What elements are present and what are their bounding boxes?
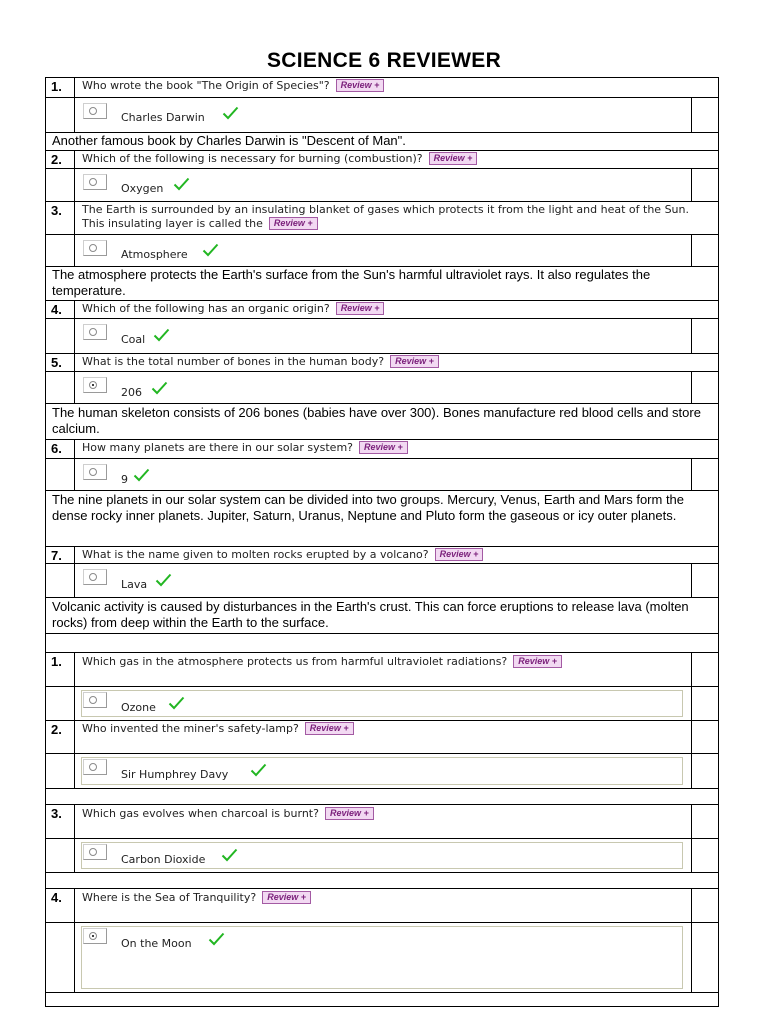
- question-number: 3.: [46, 805, 75, 838]
- number-cell: [46, 98, 75, 132]
- blank-cell: [691, 923, 692, 992]
- review-button[interactable]: Review +: [513, 655, 562, 668]
- explanation-row: [46, 490, 718, 546]
- answer-radio[interactable]: [83, 569, 107, 585]
- answer-text: Oxygen: [121, 182, 164, 195]
- radio-dot: [89, 107, 97, 115]
- answer-row: [46, 563, 718, 597]
- radio-dot: [89, 848, 97, 856]
- review-button[interactable]: Review +: [390, 355, 439, 368]
- question-row: [46, 804, 718, 838]
- explanation-text: The human skeleton consists of 206 bones (babies have over 300). Bones manufacture red blood cells and store calcium.: [52, 405, 701, 436]
- blank-cell: [691, 98, 692, 132]
- answer-cell: [75, 169, 691, 201]
- explanation-text: The nine planets in our solar system can be divided into two groups. Mercury, Venus, Earth and Mars form the dense rocky inner planets. Jupiter, Saturn, Uranus, Neptune and Pluto form the gaseous or icy outer planets.: [52, 492, 685, 523]
- blank-cell: [691, 754, 692, 788]
- number-cell: [46, 319, 75, 353]
- question-row: [46, 888, 718, 922]
- review-button[interactable]: Review +: [336, 302, 385, 315]
- radio-dot: [89, 178, 97, 186]
- answer-text: Atmosphere: [121, 248, 188, 261]
- answer-cell: [75, 235, 691, 266]
- answer-cell: [75, 459, 691, 490]
- check-icon: [133, 468, 150, 482]
- number-cell: [46, 564, 75, 597]
- blank-cell: [691, 653, 692, 686]
- blank-cell: [691, 372, 692, 403]
- question-row: [46, 300, 718, 318]
- review-button[interactable]: Review +: [262, 891, 311, 904]
- answer-row: [46, 234, 718, 266]
- blank-cell: [691, 687, 692, 720]
- question-number: 3.: [46, 202, 75, 234]
- blank-cell: [691, 839, 692, 872]
- answer-cell: [75, 839, 691, 872]
- answer-radio[interactable]: [83, 759, 107, 775]
- radio-dot: [89, 244, 97, 252]
- answer-radio[interactable]: [83, 464, 107, 480]
- question-row: [46, 78, 718, 97]
- answer-text: Charles Darwin: [121, 111, 205, 124]
- check-icon: [173, 177, 190, 191]
- answer-radio[interactable]: [83, 103, 107, 119]
- radio-dot: [89, 696, 97, 704]
- question-text: The Earth is surrounded by an insulating blanket of gases which protects it from the light and heat of the Sun. This insulating layer is called the: [82, 203, 689, 230]
- answer-row: [46, 922, 718, 992]
- question-number: 1.: [46, 653, 75, 686]
- question-text: What is the name given to molten rocks erupted by a volcano?: [82, 548, 429, 561]
- question-number: 4.: [46, 889, 75, 922]
- question-number: 7.: [46, 547, 75, 563]
- review-button[interactable]: Review +: [269, 217, 318, 230]
- explanation-text: Another famous book by Charles Darwin is "Descent of Man".: [52, 133, 406, 148]
- answer-cell: [75, 372, 691, 403]
- explanation-text: The atmosphere protects the Earth's surface from the Sun's harmful ultraviolet rays. It also regulates the temperature.: [52, 267, 651, 298]
- blank-cell: [691, 889, 692, 922]
- check-icon: [153, 328, 170, 342]
- check-icon: [221, 848, 238, 862]
- answer-radio[interactable]: [83, 324, 107, 340]
- blank-cell: [691, 805, 692, 838]
- check-icon: [222, 106, 239, 120]
- answer-radio[interactable]: [83, 240, 107, 256]
- answer-radio[interactable]: [83, 692, 107, 708]
- blank-cell: [691, 564, 692, 597]
- explanation-row: [46, 403, 718, 439]
- number-cell: [46, 754, 75, 788]
- question-text: Which gas in the atmosphere protects us from harmful ultraviolet radiations?: [82, 655, 508, 668]
- check-icon: [250, 763, 267, 777]
- page-title: SCIENCE 6 REVIEWER: [266, 49, 502, 72]
- answer-row: [46, 318, 718, 353]
- answer-radio[interactable]: [83, 928, 107, 944]
- blank-cell: [691, 459, 692, 490]
- question-row: [46, 201, 718, 234]
- question-row: [46, 652, 718, 686]
- radio-dot-selected: [89, 932, 97, 940]
- check-icon: [151, 381, 168, 395]
- question-text: Who wrote the book "The Origin of Species"?: [82, 79, 330, 92]
- review-button[interactable]: Review +: [429, 152, 478, 165]
- review-button[interactable]: Review +: [336, 79, 385, 92]
- question-number: 2.: [46, 721, 75, 753]
- answer-cell: [75, 754, 691, 788]
- answer-text: Coal: [121, 333, 146, 346]
- answer-radio[interactable]: [83, 377, 107, 393]
- answer-cell: [75, 98, 691, 132]
- answer-row: [46, 838, 718, 872]
- radio-dot: [89, 328, 97, 336]
- spacer-row: [46, 992, 718, 1006]
- explanation-row: [46, 266, 718, 300]
- review-button[interactable]: Review +: [359, 441, 408, 454]
- number-cell: [46, 235, 75, 266]
- radio-dot: [89, 763, 97, 771]
- question-number: 5.: [46, 354, 75, 371]
- radio-dot-selected: [89, 381, 97, 389]
- answer-text: 206: [121, 386, 142, 399]
- question-number: 4.: [46, 301, 75, 318]
- answer-text: Ozone: [121, 701, 156, 714]
- answer-row: [46, 686, 718, 720]
- explanation-text: Volcanic activity is caused by disturbances in the Earth's crust. This can force eruptions to release lava (molten rocks) from deep within the Earth to the surface.: [52, 599, 689, 630]
- blank-cell: [691, 235, 692, 266]
- number-cell: [46, 839, 75, 872]
- number-cell: [46, 923, 75, 992]
- explanation-row: [46, 597, 718, 633]
- question-text: Who invented the miner's safety-lamp?: [82, 722, 299, 735]
- number-cell: [46, 687, 75, 720]
- review-button[interactable]: Review +: [305, 722, 354, 735]
- review-button[interactable]: Review +: [325, 807, 374, 820]
- question-text: Which of the following has an organic origin?: [82, 302, 330, 315]
- spacer-row: [46, 633, 718, 652]
- number-cell: [46, 372, 75, 403]
- check-icon: [168, 696, 185, 710]
- answer-text: 9: [121, 473, 128, 486]
- question-row: [46, 353, 718, 371]
- check-icon: [208, 932, 225, 946]
- answer-cell: [75, 687, 691, 720]
- question-text: How many planets are there in our solar system?: [82, 441, 353, 454]
- spacer-row: [46, 788, 718, 804]
- number-cell: [46, 169, 75, 201]
- question-text: What is the total number of bones in the human body?: [82, 355, 385, 368]
- answer-frame: [81, 926, 683, 989]
- explanation-row: [46, 132, 718, 150]
- radio-dot: [89, 468, 97, 476]
- spacer-row: [46, 872, 718, 888]
- answer-text: On the Moon: [121, 937, 192, 950]
- question-row: [46, 150, 718, 168]
- answer-cell: [75, 564, 691, 597]
- question-number: 6.: [46, 440, 75, 458]
- answer-text: Lava: [121, 578, 148, 591]
- blank-cell: [691, 721, 692, 753]
- answer-cell: [75, 923, 691, 992]
- question-number: 2.: [46, 151, 75, 168]
- quiz-table: [45, 77, 719, 1007]
- answer-row: [46, 753, 718, 788]
- question-text: Which of the following is necessary for burning (combustion)?: [82, 152, 423, 165]
- question-number: 1.: [46, 78, 75, 97]
- question-row: [46, 720, 718, 753]
- answer-row: [46, 168, 718, 201]
- number-cell: [46, 459, 75, 490]
- answer-text: Sir Humphrey Davy: [121, 768, 229, 781]
- radio-dot: [89, 573, 97, 581]
- answer-cell: [75, 319, 691, 353]
- answer-radio[interactable]: [83, 174, 107, 190]
- answer-text: Carbon Dioxide: [121, 853, 206, 866]
- answer-row: [46, 458, 718, 490]
- question-row: [46, 439, 718, 458]
- answer-radio[interactable]: [83, 844, 107, 860]
- question-row: [46, 546, 718, 563]
- question-text: Which gas evolves when charcoal is burnt?: [82, 807, 319, 820]
- answer-row: [46, 371, 718, 403]
- check-icon: [155, 573, 172, 587]
- answer-row: [46, 97, 718, 132]
- question-text: Where is the Sea of Tranquility?: [82, 891, 257, 904]
- check-icon: [202, 243, 219, 257]
- review-button[interactable]: Review +: [435, 548, 484, 561]
- blank-cell: [691, 319, 692, 353]
- blank-cell: [691, 169, 692, 201]
